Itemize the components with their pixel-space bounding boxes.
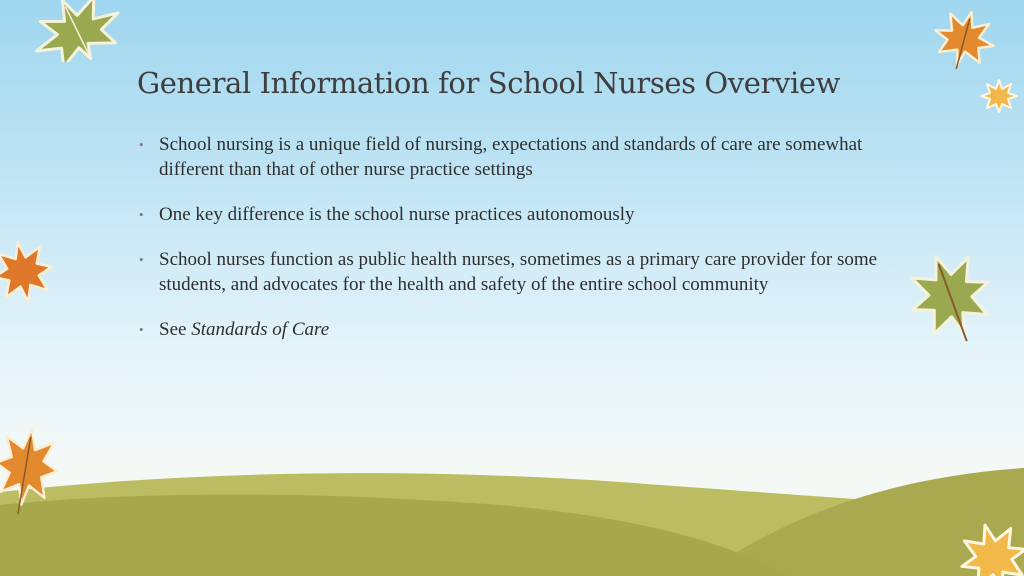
maple-leaf-icon xyxy=(908,250,992,345)
bullet-text: School nursing is a unique field of nursing, expectations and standards of care are somewhat different than that of other nurse practice settings xyxy=(159,134,863,180)
bullet-marker: • xyxy=(139,322,144,337)
bullet-marker: • xyxy=(139,137,144,152)
bullet-item xyxy=(139,202,899,227)
maple-leaf-icon xyxy=(0,238,54,306)
bullet-list xyxy=(139,132,899,362)
standards-of-care-reference: Standards of Care xyxy=(191,319,330,340)
maple-leaf-icon xyxy=(980,78,1018,114)
bullet-marker: • xyxy=(139,252,144,267)
bullet-text: One key difference is the school nurse practices autonomously xyxy=(159,204,635,225)
maple-leaf-icon xyxy=(0,425,58,517)
bullet-item xyxy=(139,317,899,342)
bullet-text: School nurses function as public health nurses, sometimes as a primary care provider for some students, and advocates for the health and safety of the entire school community xyxy=(159,249,878,295)
maple-leaf-icon xyxy=(948,520,1024,576)
bullet-item xyxy=(139,132,899,182)
bullet-marker: • xyxy=(139,207,144,222)
bullet-item xyxy=(139,247,899,297)
maple-leaf-icon xyxy=(20,0,132,62)
maple-leaf-icon xyxy=(932,8,996,72)
bullet-text-prefix: See xyxy=(159,319,192,340)
slide-title: General Information for School Nurses Overview xyxy=(137,66,841,100)
